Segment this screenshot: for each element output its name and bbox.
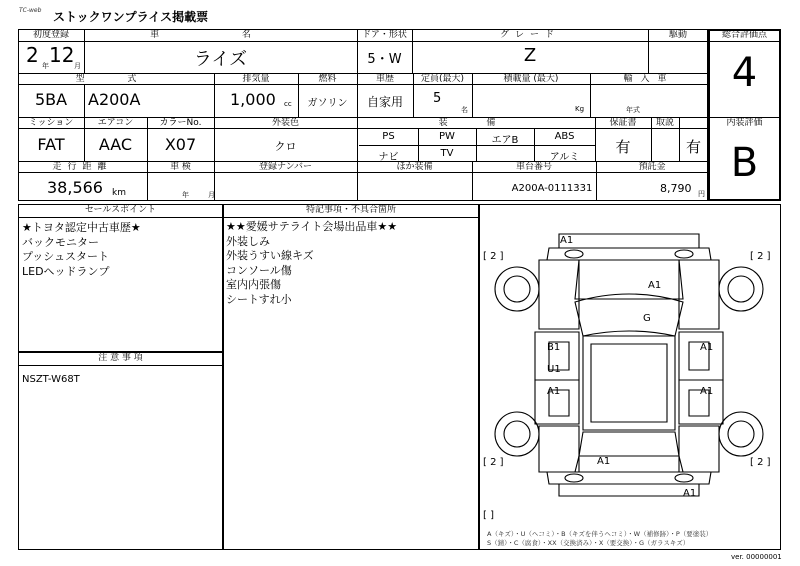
damage-mark: A1	[560, 235, 574, 246]
wheel-icon	[495, 412, 539, 456]
sales-point-item: バックモニター	[22, 235, 99, 249]
header-plate: 登録ナンバー	[259, 162, 312, 172]
mileage: 38,566	[47, 178, 103, 197]
header-first-reg: 初度登録	[32, 30, 69, 40]
overall-score: 4	[731, 50, 758, 96]
damage-mark: A1	[547, 386, 561, 397]
damage-mark: A1	[683, 488, 697, 499]
legend-line: S（錆）・C（腐食）・XX（交換済み）・X（要交換）・G（ガラスキズ）	[487, 539, 690, 547]
corner-bracket: [ 2 ]	[750, 251, 771, 262]
special-note-item: シートすれ小	[226, 292, 292, 306]
header-capacity: 定員(最大)	[420, 74, 465, 84]
header-manual: 取説	[655, 118, 674, 128]
special-notes-header: 特記事項・不具合箇所	[305, 205, 396, 215]
header-car-name: 車 名	[150, 30, 291, 40]
car-name: ライズ	[193, 49, 248, 70]
logo: TC-web	[19, 7, 42, 14]
damage-mark: G	[643, 313, 651, 324]
load-unit: Kg	[575, 105, 585, 113]
sales-points-list	[22, 221, 141, 279]
damage-mark: A1	[700, 342, 714, 353]
version-label: ver. 00000001	[731, 553, 782, 561]
sales-points-header: セールスポイント	[84, 205, 157, 215]
history: 自家用	[366, 95, 403, 109]
sales-point-item: LEDヘッドランプ	[22, 264, 110, 278]
wheel-icon	[719, 412, 763, 456]
special-note-item: 外装うすい線キズ	[226, 249, 314, 262]
header-grade: グレード	[499, 30, 560, 40]
damage-mark: A1	[597, 456, 611, 467]
header-aircon: エアコン	[97, 118, 134, 128]
reg-year: 2	[26, 43, 39, 67]
header-load: 積載量 (最大)	[503, 74, 559, 84]
header-history: 車歴	[375, 74, 394, 84]
header-chassis: 車台番号	[515, 162, 552, 172]
displacement-unit: cc	[284, 100, 292, 108]
reg-month-unit: 月	[74, 62, 81, 70]
sales-point-item: プッシュスタート	[22, 250, 110, 263]
equip-navi: ナビ	[378, 152, 399, 163]
interior-score: B	[730, 140, 759, 186]
header-deposit: 預託金	[638, 162, 666, 172]
special-notes-list	[226, 220, 397, 307]
manual: 有	[685, 138, 701, 156]
special-note-item: ★★愛媛サテライト会場出品車★★	[226, 220, 398, 233]
capacity: 5	[433, 91, 442, 106]
inspection-year-unit: 年	[182, 191, 189, 199]
header-exterior: 外装色	[271, 118, 299, 128]
header-overall-eval: 総合評価点	[721, 30, 767, 40]
damage-mark: A1	[700, 386, 714, 397]
displacement: 1,000	[230, 90, 276, 109]
door-shape: 5・W	[367, 52, 402, 67]
wheel-icon	[495, 267, 539, 311]
caution-item: NSZT-W68T	[22, 374, 80, 385]
corner-bracket: [ 2 ]	[483, 251, 504, 262]
empty-bracket: [ ]	[483, 510, 494, 521]
capacity-unit: 名	[461, 106, 468, 114]
page-title: ストックワンプライス掲載票	[53, 10, 209, 24]
mission: FAT	[37, 135, 65, 154]
header-drive: 駆動	[668, 30, 687, 40]
special-note-item: コンソール傷	[226, 263, 292, 277]
car-damage-diagram	[479, 204, 781, 550]
equip-pw: PW	[439, 131, 455, 142]
damage-mark: U1	[547, 364, 561, 375]
sales-point-item: ★トヨタ認定中古車歴★	[22, 221, 141, 234]
header-other-equip: ほか装備	[396, 162, 433, 172]
equip-alumi: アルミ	[549, 152, 580, 163]
header-model: 型 式	[75, 74, 157, 84]
grade: Z	[523, 45, 537, 66]
reg-year-unit: 年	[42, 62, 49, 70]
deposit-unit: 円	[698, 190, 705, 198]
model-prefix: 5BA	[34, 90, 68, 109]
legend-line: A（キズ）・U（ヘコミ）・B（キズを伴うヘコミ）・W（補修跡）・P（要塗装）	[487, 530, 713, 538]
header-warranty: 保証書	[609, 118, 637, 128]
special-note-item: 外装しみ	[226, 234, 270, 248]
equip-ps: PS	[382, 131, 395, 142]
inspection-month-unit: 月	[208, 191, 215, 199]
equip-airbag: エアB	[491, 135, 519, 146]
special-note-item: 室内内張傷	[226, 278, 281, 291]
mileage-unit: km	[112, 188, 126, 198]
chassis-no: A200A-0111331	[511, 183, 593, 194]
header-import: 輸入車	[623, 74, 675, 84]
model: A200A	[88, 90, 141, 109]
header-displacement: 排気量	[242, 74, 270, 84]
year-model-label: 年式	[626, 106, 640, 114]
cautions-header: 注 意 事 項	[98, 353, 143, 363]
warranty: 有	[615, 138, 631, 156]
header-equipment: 装 備	[438, 118, 514, 128]
wheel-icon	[719, 267, 763, 311]
damage-mark: B1	[547, 342, 561, 353]
damage-mark: A1	[648, 280, 662, 291]
header-door-shape: ドア・形状	[362, 30, 407, 40]
color-no: X07	[164, 135, 197, 154]
exterior-color: クロ	[274, 140, 297, 153]
header-interior-eval: 内装評価	[726, 118, 763, 128]
deposit: 8,790	[660, 182, 692, 195]
header-mission: ミッション	[28, 118, 74, 128]
aircon: AAC	[98, 135, 133, 154]
reg-month: 12	[49, 43, 75, 67]
fuel: ガソリン	[307, 98, 348, 109]
header-color: カラーNo.	[159, 118, 202, 128]
corner-bracket: [ 2 ]	[483, 457, 504, 468]
header-fuel: 燃料	[318, 74, 337, 84]
equip-tv: TV	[440, 148, 454, 159]
equip-abs: ABS	[554, 131, 575, 142]
header-inspection: 車 検	[170, 162, 191, 172]
header-mileage: 走行距離	[52, 162, 113, 172]
corner-bracket: [ 2 ]	[750, 457, 771, 468]
